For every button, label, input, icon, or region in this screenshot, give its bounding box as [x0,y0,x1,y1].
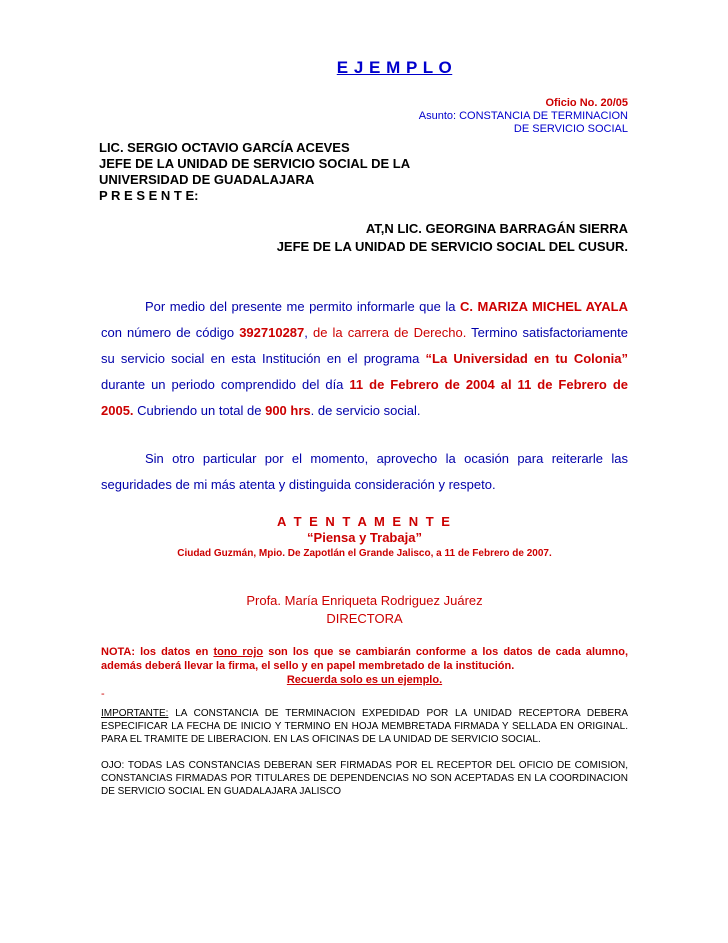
important-text: LA CONSTANCIA DE TERMINACION EXPEDIDAD POR LA UNIDAD RECEPTORA DEBERA ESPECIFICAR LA FECHA DE INICIO Y TERMINO EN HOJA MEMBRETADA FIRMADA Y SELLADA EN ORIGINAL. PARA EL TRAMITE DE LIBERACION. EN LAS OFICINAS DE LA UNIDAD DE SERVICIO SOCIAL. [101,708,628,745]
signature-block [101,592,628,628]
body-text-f: Cubriendo un total de [133,403,266,418]
body-text-d: Termino satisfactoriamente su servicio social en esta Institución en el programa [101,325,629,366]
note-text-b: son los que se cambiarán conforme a los datos de cada alumno, además deberá llevar la firma, el sello y en papel membretado de la institución. [101,646,628,672]
note-red-tone: tono rojo [213,646,264,658]
presente-label: P R E S E N T E: [99,188,199,203]
attention-block [101,220,628,256]
addressee-block [99,140,628,204]
body-paragraph-1 [101,294,628,424]
note-dash: - [101,688,105,700]
student-name: C. MARIZA MICHEL AYALA [459,299,628,314]
important-block [101,707,628,746]
document-title: E J E M P L O [336,58,453,77]
asunto-line-1: Asunto: CONSTANCIA DE TERMINACION [418,110,628,122]
note-text-a: los datos en [135,646,214,658]
student-code: 392710287 [239,325,305,340]
service-period: 11 de Febrero de 2004 al 11 de Febrero de 2005. [101,377,628,418]
service-hours: 900 hrs [265,403,311,418]
note-label: NOTA: [101,646,136,658]
addressee-name: LIC. SERGIO OCTAVIO GARCÍA ACEVES [99,140,350,155]
motto: “Piensa y Trabaja” [307,530,422,545]
attention-position: JEFE DE LA UNIDAD DE SERVICIO SOCIAL DEL CUSUR. [276,239,628,254]
note-reminder: Recuerda solo es un ejemplo. [286,674,443,686]
signer-name: Profa. María Enriqueta Rodriguez Juárez [246,593,483,608]
note-block [101,645,628,687]
atentamente-label: A T E N T A M E N T E [277,514,452,529]
signer-title: DIRECTORA [326,611,403,626]
addressee-position: JEFE DE LA UNIDAD DE SERVICIO SOCIAL DE LA [99,156,411,171]
ojo-block: OJO: TODAS LAS CONSTANCIAS DEBERAN SER FIRMADAS POR EL RECEPTOR DEL OFICIO DE COMISION, CONSTANCIAS FIRMADAS POR TITULARES DE DEPENDENCIAS NO SON ACEPTADAS EN LA COORDINACION DE SERVICIO SOCIAL EN GUADALAJARA JALISCO [101,760,628,797]
attention-name: AT,N LIC. GEORGINA BARRAGÁN SIERRA [365,221,628,236]
closing-text: Sin otro particular por el momento, aprovecho la ocasión para reiterarle las seguridades de mi más atenta y distinguida consideración y respeto. [101,451,628,492]
document-page [101,58,628,798]
body-text-a: Por medio del presente me permito informarle que la [145,299,460,314]
important-label: IMPORTANTE: [101,708,169,719]
asunto-line-2: DE SERVICIO SOCIAL [513,123,628,135]
program-name: “La Universidad en tu Colonia” [425,351,628,366]
place-date: Ciudad Guzmán, Mpio. De Zapotlán el Grande Jalisco, a 11 de Febrero de 2007. [177,548,552,559]
body-text-g: . de servicio social. [310,403,421,418]
body-text-e: durante un periodo comprendido del día [101,377,350,392]
body-paragraph-2 [101,446,628,498]
addressee-institution: UNIVERSIDAD DE GUADALAJARA [99,172,315,187]
oficio-number: Oficio No. 20/05 [545,97,628,109]
student-career: de la carrera de Derecho. [312,325,467,340]
body-text-c: , [304,325,313,340]
body-text-b: con número de código [101,325,240,340]
